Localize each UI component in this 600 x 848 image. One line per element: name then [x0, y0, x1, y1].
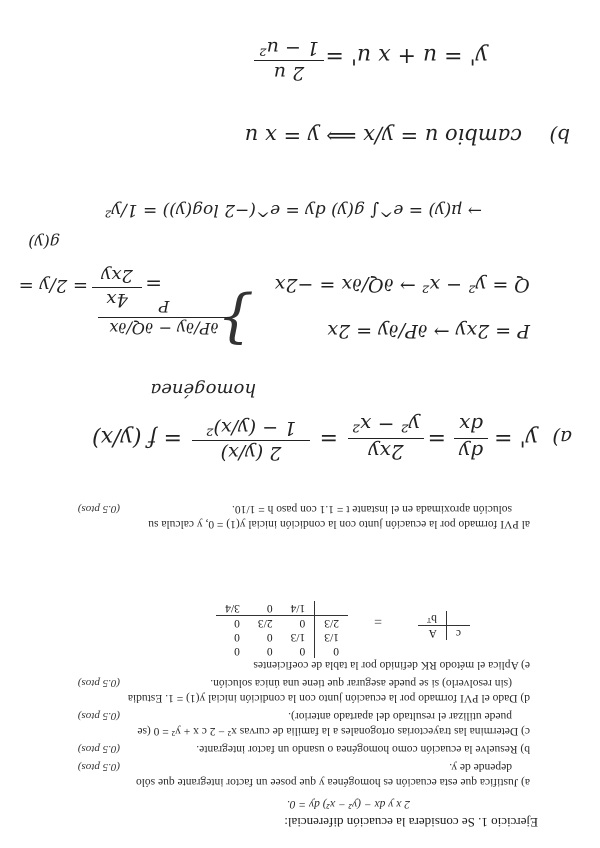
hw-a-eq1: = — [427, 425, 446, 450]
hw-brace: } — [217, 287, 254, 355]
hw-a-dy: dy — [458, 440, 484, 464]
hw-a-num2: 2 (y/x) — [220, 442, 282, 464]
hw-factor-den: P — [158, 297, 170, 316]
butcher-tableau — [216, 601, 348, 658]
butcher-cell: 0 — [234, 645, 240, 657]
hw-a-label: a) — [552, 426, 572, 450]
hw-factor2-num: 4x — [106, 289, 128, 310]
hw-P-line: P = 2xy → ∂P/∂y = 2x — [327, 320, 530, 342]
butcher-cell — [315, 601, 348, 616]
exercise-title: Ejercicio 1. Se considera la ecuación diferencial: — [284, 815, 538, 830]
butcher-cell: 2/3 — [315, 616, 348, 631]
item-b-points: (0.5 ptos) — [77, 743, 120, 755]
item-c-points: (0.5 ptos) — [77, 710, 120, 722]
hw-g-label: g(y) — [28, 233, 60, 252]
hw-a-den1: y² − x² — [351, 413, 421, 437]
butcher-cell: 0 — [266, 631, 273, 643]
hw-factor-num: ∂P/∂y − ∂Q/∂x — [109, 319, 219, 338]
hw-b-frac — [254, 37, 324, 84]
item-a-points: (0.5 ptos) — [77, 761, 120, 773]
item-f-line1: al PVI formado por la ecuación junto con la condición inicial y(1) = 0, y calcula su — [148, 518, 530, 530]
hw-factor2-den: 2xy — [101, 265, 133, 286]
item-c-line1: c) Determina las trayectorias ortogonales a la familia de curvas x² − 2 c x + y² = 0 (se — [137, 725, 530, 737]
butcher-cell: 1/4 — [282, 601, 315, 616]
item-e-line1: e) Aplica el método RK definido por la tabla de coeficientes — [253, 659, 530, 671]
hw-b-deriv: y' = u + x u' = — [325, 43, 488, 68]
item-f-points: (0.5 ptos) — [77, 503, 120, 515]
hw-b-cambio: cambio u = y/x ⟹ y = x u — [244, 124, 522, 148]
hw-factor-eq: = — [145, 272, 162, 296]
item-d-line1: d) Dado el PVI formado por la ecuación junto con la condición inicial y(1) = 1. Estudia — [127, 692, 530, 704]
hw-factor-frac2 — [92, 265, 142, 310]
hw-a-lhs: y' = — [494, 425, 538, 450]
butcher-cell: 1/3 — [315, 630, 348, 644]
butcher-lhs-A: A — [428, 627, 437, 639]
hw-a-frac2 — [192, 417, 310, 464]
butcher-lhs-b: bᵀ — [418, 611, 446, 626]
hw-a-frac1 — [348, 413, 424, 464]
item-a-line1: a) Justifica que esta ecuación es homogénea y que posee un factor integrante que sólo — [135, 776, 530, 788]
butcher-cell: 0 — [299, 645, 306, 657]
hw-a-den2: 1 − (y/x)² — [205, 417, 297, 439]
item-b-line1: b) Resuelve la ecuación como homogénea o usando un factor integrante. — [196, 743, 530, 755]
hw-a-num1: 2xy — [368, 440, 404, 464]
hw-a-eq3: = f (y/x) — [92, 425, 182, 450]
hw-mu-line: → μ(y) = e^∫ g(y) dy = e^(−2 log(y)) = 1/y² — [104, 200, 482, 220]
hw-Q-line: Q = y² − x² → ∂Q/∂x = −2x — [274, 274, 530, 296]
hw-b-den: 1 − u² — [259, 37, 319, 59]
hw-b-num: 2 u — [273, 62, 305, 84]
item-c-line2: puede utilizar el resultado del apartado anterior). — [288, 710, 512, 722]
item-d-points: (0.5 ptos) — [77, 677, 120, 689]
exercise-equation: 2 x y dx − (y² − x²) dy = 0. — [286, 798, 410, 810]
butcher-cell: 0 — [299, 617, 306, 629]
butcher-lhs-c: c — [446, 626, 470, 641]
item-d-line2: (sin resolverlo) si se puede asegurar que tiene una única solución. — [210, 677, 512, 689]
hw-a-dx: dx — [458, 413, 484, 437]
hw-a-eq2: = — [319, 425, 338, 450]
butcher-equals: = — [374, 613, 382, 628]
butcher-cell: 0 — [234, 631, 240, 643]
butcher-cell: 0 — [234, 617, 240, 629]
butcher-cell: 0 — [249, 601, 282, 616]
butcher-row — [216, 630, 348, 644]
butcher-row — [216, 616, 348, 631]
butcher-row — [216, 601, 348, 616]
item-f-line2: solución aproximada en el instante t = 1.1 con paso h = 1/10. — [232, 503, 512, 515]
butcher-row — [216, 644, 348, 658]
item-a-line2: depende de y. — [449, 761, 512, 773]
hw-factor-result: = 2/y = — [18, 275, 88, 296]
butcher-lhs — [418, 611, 470, 640]
butcher-cell: 0 — [266, 645, 273, 657]
hw-a-dydx — [454, 413, 488, 464]
butcher-cell: 1/3 — [290, 631, 306, 643]
hw-b-label: b) — [549, 124, 570, 148]
butcher-cell: 3/4 — [216, 601, 249, 616]
hw-homogenea: homogénea — [150, 379, 256, 400]
butcher-cell: 0 — [315, 644, 348, 658]
butcher-cell: 2/3 — [257, 617, 273, 629]
